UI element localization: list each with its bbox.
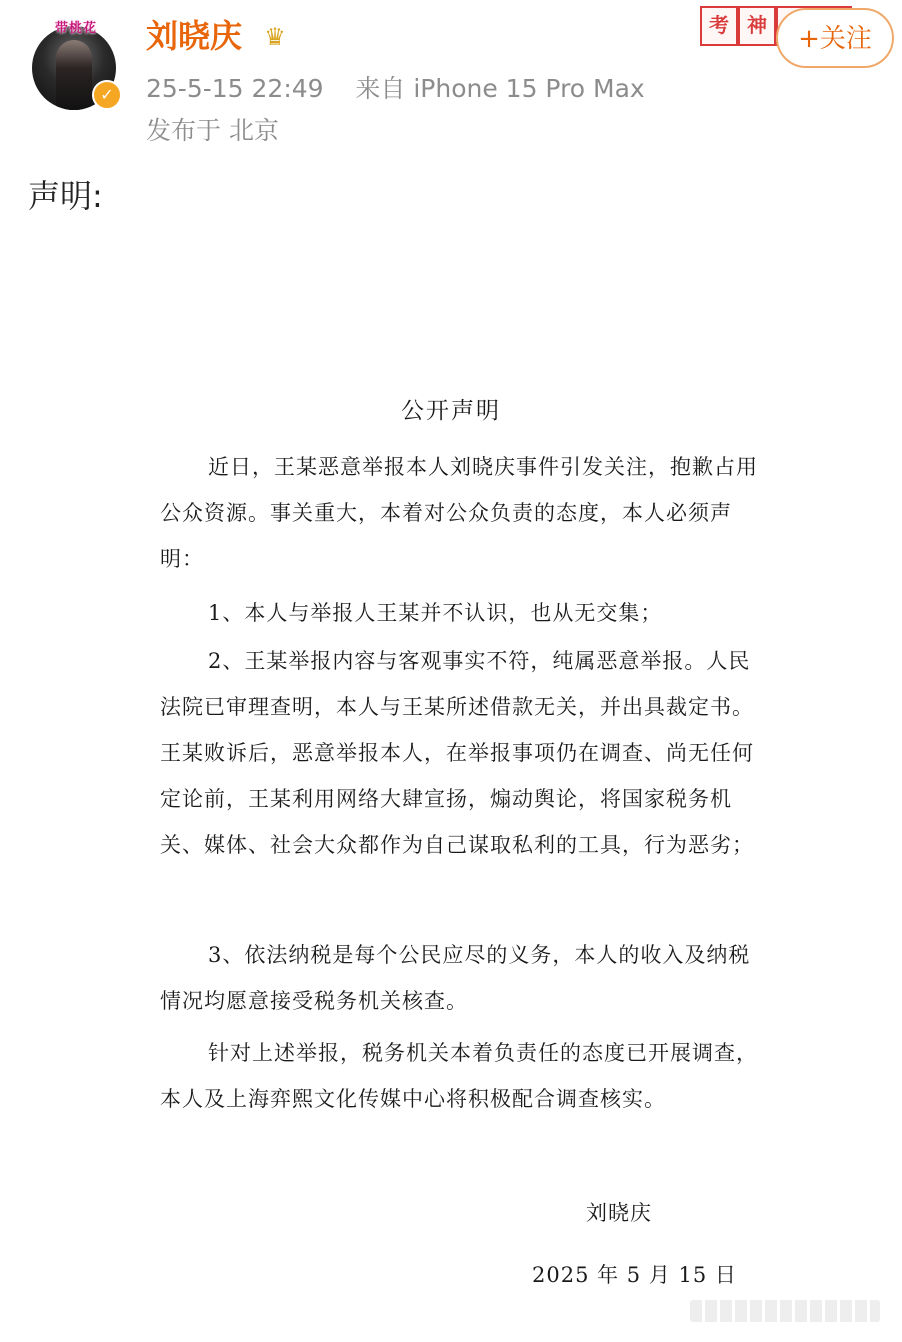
decorative-stamp: 考 — [700, 6, 738, 46]
watermark — [690, 1300, 880, 1322]
post-timestamp: 25-5-15 22:49 — [146, 74, 324, 103]
author-name[interactable]: 刘晓庆 — [146, 17, 243, 55]
statement-paragraph: 1、本人与举报人王某并不认识，也从无交集； — [208, 601, 663, 625]
statement-title: 公开声明 — [401, 398, 501, 424]
post-location: 发布于 北京 — [146, 116, 279, 145]
verified-badge-icon: ✓ — [92, 80, 122, 110]
post-header — [0, 0, 902, 160]
statement-paragraph: 针对上述举报，税务机关本着负责任的态度已开展调查，本人及上海弈熙文化传媒中心将积极配合调查核实。 — [160, 1041, 758, 1111]
post-text: 声明: — [28, 177, 103, 215]
post-meta — [146, 72, 645, 106]
avatar-frame-caption: 带桃花 — [54, 21, 97, 36]
avatar[interactable] — [28, 18, 124, 114]
avatar-figure — [56, 40, 92, 110]
crown-badge-icon[interactable]: ♛ — [264, 23, 286, 51]
statement-paragraph: 3、依法纳税是每个公民应尽的义务，本人的收入及纳税情况均愿意接受税务机关核查。 — [160, 943, 751, 1013]
decorative-stamp: 神 — [738, 6, 776, 46]
statement-date: 2025 年 5 月 15 日 — [532, 1263, 737, 1287]
post-device: 来自 iPhone 15 Pro Max — [355, 74, 645, 103]
statement-paragraph: 近日，王某恶意举报本人刘晓庆事件引发关注，抱歉占用公众资源。事关重大，本着对公众负责的态度，本人必须声明： — [160, 455, 758, 571]
statement-signature: 刘晓庆 — [586, 1201, 652, 1225]
follow-button[interactable]: +关注 — [776, 8, 894, 68]
statement-paragraph: 2、王某举报内容与客观事实不符，纯属恶意举报。人民法院已审理查明，本人与王某所述借款无关，并出具裁定书。王某败诉后，恶意举报本人，在举报事项仍在调查、尚无任何定论前，王某利用网络大肆宣扬，煽动舆论，将国家税务机关、媒体、社会大众都作为自己谋取私利的工具，行为恶劣； — [160, 649, 754, 857]
